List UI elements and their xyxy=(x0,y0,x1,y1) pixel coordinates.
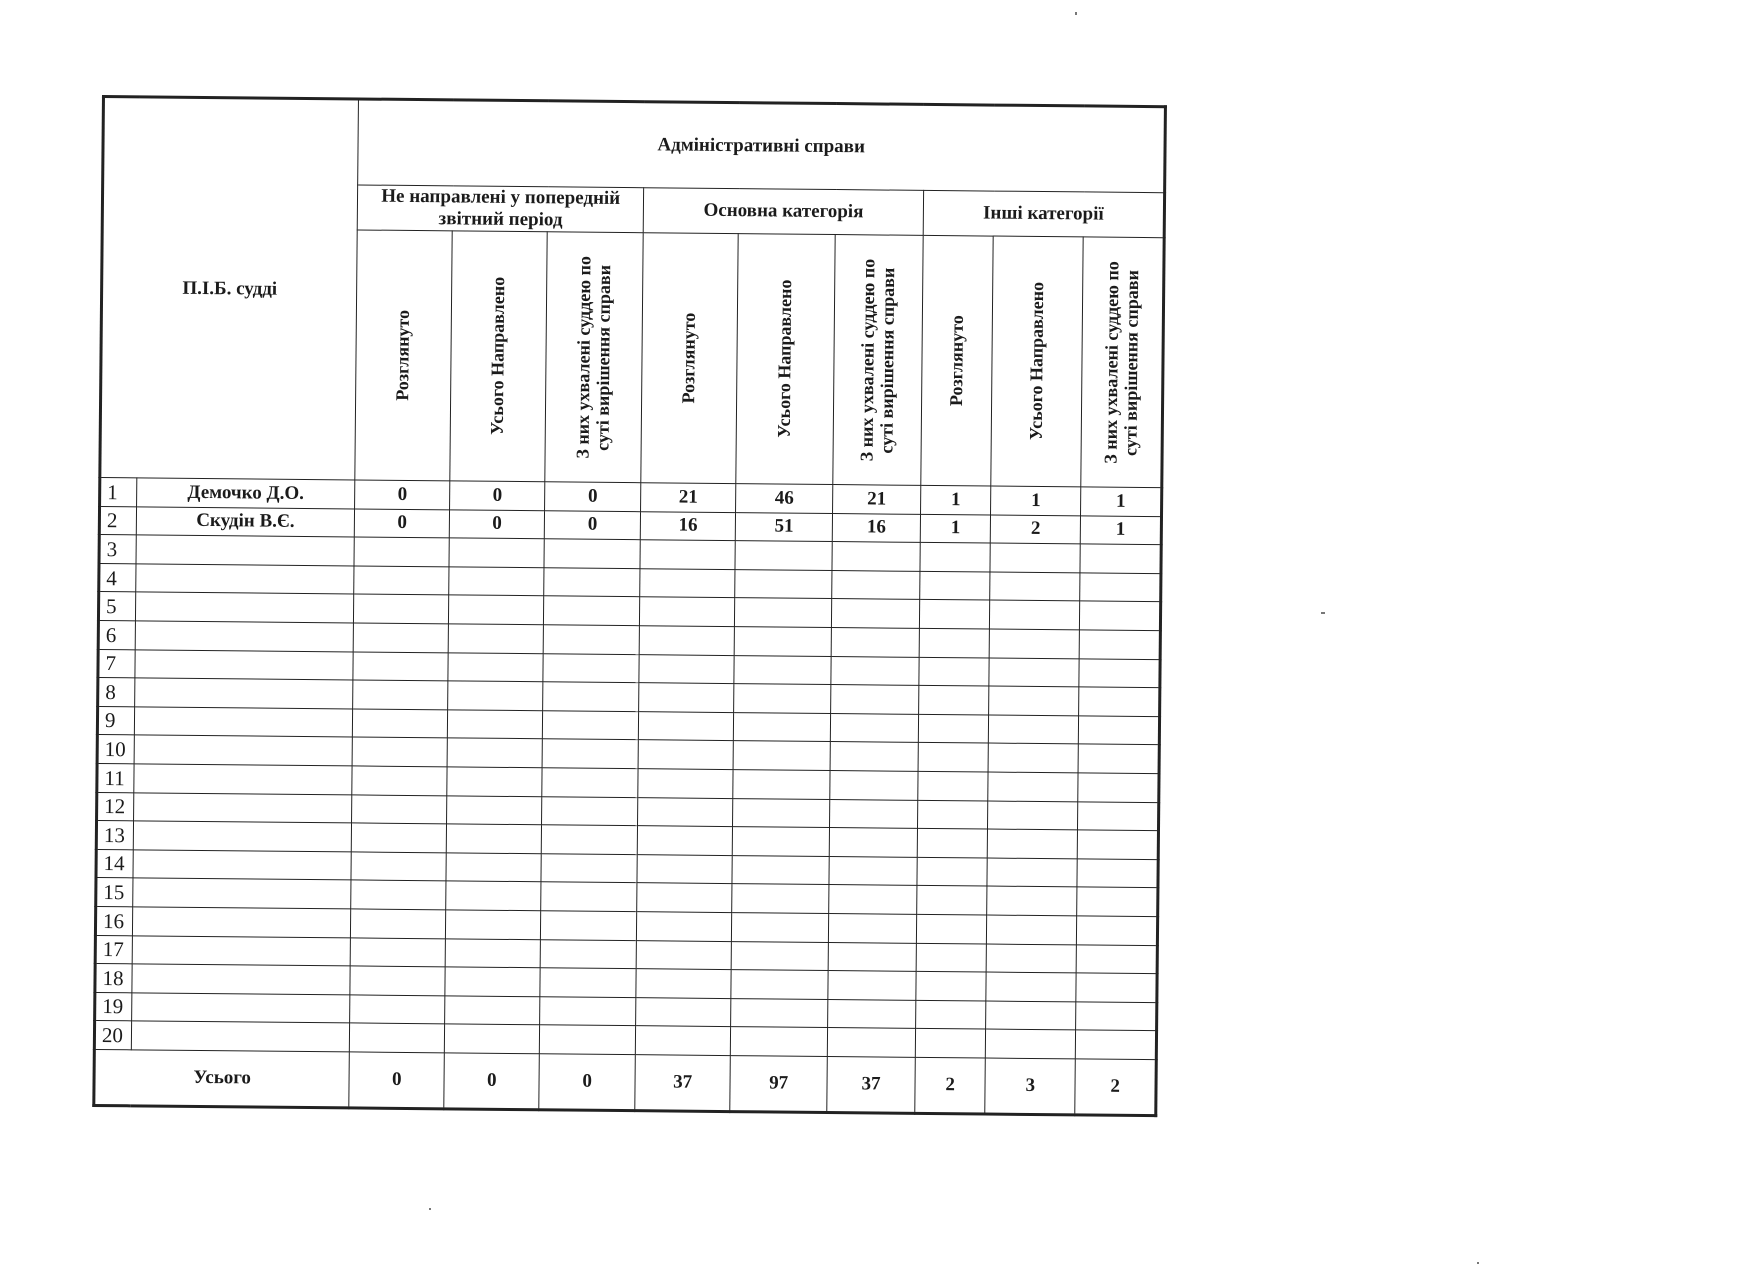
value-cell: 1 xyxy=(1081,487,1162,516)
value-cell xyxy=(987,915,1077,944)
value-cell xyxy=(1080,573,1161,602)
value-cell xyxy=(639,654,734,684)
judge-name xyxy=(132,964,351,995)
value-cell xyxy=(354,566,449,596)
column-header-8 xyxy=(991,236,1083,487)
value-cell xyxy=(541,882,637,912)
value-cell: 51 xyxy=(735,512,832,542)
value-cell: 0 xyxy=(544,510,640,540)
value-cell xyxy=(916,914,987,943)
value-cell xyxy=(447,767,542,797)
value-cell xyxy=(917,800,988,829)
scan-speck xyxy=(1477,1262,1479,1264)
value-cell xyxy=(917,857,988,886)
row-number: 9 xyxy=(97,706,134,735)
value-cell xyxy=(990,629,1080,658)
value-cell xyxy=(447,738,542,768)
value-cell: 0 xyxy=(545,482,641,512)
value-cell xyxy=(832,542,920,571)
value-cell xyxy=(350,937,445,967)
value-cell xyxy=(828,942,916,971)
value-cell xyxy=(990,600,1080,629)
total-label: Усього xyxy=(94,1049,350,1107)
value-cell: 1 xyxy=(991,486,1081,515)
value-cell xyxy=(637,883,732,913)
value-cell xyxy=(446,853,541,883)
value-cell xyxy=(829,885,917,914)
value-cell xyxy=(540,939,636,969)
value-cell: 0 xyxy=(449,509,544,539)
value-cell xyxy=(828,999,916,1028)
value-cell xyxy=(1076,1030,1157,1059)
value-cell xyxy=(829,856,917,885)
value-cell xyxy=(732,827,829,857)
row-number: 6 xyxy=(98,620,135,649)
value-cell xyxy=(636,997,731,1027)
value-cell xyxy=(638,797,733,827)
value-cell: 1 xyxy=(920,485,991,514)
column-header-1 xyxy=(355,230,452,481)
value-cell xyxy=(919,657,990,686)
value-cell xyxy=(352,737,447,767)
value-cell xyxy=(916,1000,987,1029)
value-cell xyxy=(540,968,636,998)
row-number: 16 xyxy=(95,906,132,935)
value-cell xyxy=(733,741,830,771)
value-cell xyxy=(542,796,638,826)
value-cell xyxy=(1077,830,1158,859)
row-number: 13 xyxy=(96,821,133,850)
value-cell xyxy=(987,944,1077,973)
value-cell xyxy=(1076,973,1157,1002)
value-cell xyxy=(543,653,639,683)
value-cell xyxy=(990,572,1080,601)
column-header-label: Розглянуто xyxy=(945,315,967,407)
value-cell xyxy=(354,594,449,624)
value-cell xyxy=(540,1025,636,1055)
column-header-label: Усього Направлено xyxy=(773,279,796,439)
value-cell xyxy=(352,794,447,824)
value-cell xyxy=(989,686,1079,715)
value-cell xyxy=(353,680,448,710)
value-cell xyxy=(990,543,1080,572)
value-cell xyxy=(735,541,832,571)
scan-speck xyxy=(1321,612,1325,614)
row-number: 15 xyxy=(96,878,133,907)
value-cell xyxy=(1079,716,1160,745)
value-cell xyxy=(543,682,639,712)
value-cell xyxy=(447,795,542,825)
value-cell xyxy=(1079,658,1160,687)
value-cell xyxy=(353,623,448,653)
value-cell xyxy=(731,941,828,971)
judge-name xyxy=(132,878,351,909)
value-cell xyxy=(445,938,540,968)
scan-speck xyxy=(1075,12,1077,15)
value-cell xyxy=(987,858,1077,887)
value-cell xyxy=(353,652,448,682)
value-cell xyxy=(637,854,732,884)
column-header-label: З них ухвалені суддею по суті вирішення справи xyxy=(856,258,898,462)
judge-name xyxy=(135,592,354,623)
value-cell xyxy=(350,995,445,1025)
judge-name xyxy=(134,764,353,795)
value-cell xyxy=(1078,744,1159,773)
value-cell xyxy=(639,626,734,656)
value-cell xyxy=(638,740,733,770)
value-cell xyxy=(637,826,732,856)
column-header-label: З них ухвалені суддею по суті вирішення справи xyxy=(572,255,615,459)
column-header-6 xyxy=(833,235,923,486)
judge-name xyxy=(133,792,352,823)
judge-name xyxy=(134,707,353,738)
row-number: 17 xyxy=(95,935,132,964)
value-cell xyxy=(351,880,446,910)
column-header-5 xyxy=(736,234,835,485)
value-cell xyxy=(542,768,638,798)
admin-cases-title: Адміністративні справи xyxy=(358,99,1166,193)
judge-name xyxy=(135,564,354,595)
judge-name: Демочко Д.О. xyxy=(136,478,355,509)
value-cell xyxy=(1077,859,1158,888)
judge-name-header: П.І.Б. судді xyxy=(100,97,359,480)
judge-name xyxy=(133,850,352,881)
value-cell: 0 xyxy=(355,480,450,510)
value-cell xyxy=(635,1026,730,1056)
value-cell xyxy=(354,537,449,567)
row-number: 1 xyxy=(100,477,137,506)
value-cell xyxy=(731,998,828,1028)
scan-speck xyxy=(429,1208,431,1210)
value-cell xyxy=(832,599,920,628)
value-cell xyxy=(1077,887,1158,916)
value-cell xyxy=(541,853,637,883)
value-cell xyxy=(1079,687,1160,716)
value-cell xyxy=(829,913,917,942)
value-cell xyxy=(353,709,448,739)
row-number: 5 xyxy=(98,592,135,621)
value-cell xyxy=(540,996,636,1026)
value-cell xyxy=(827,1028,915,1057)
judge-name xyxy=(133,821,352,852)
column-header-label: Усього Направлено xyxy=(1025,282,1048,441)
value-cell xyxy=(915,1029,986,1058)
value-cell xyxy=(544,596,640,626)
value-cell xyxy=(638,769,733,799)
value-cell xyxy=(640,597,735,627)
value-cell xyxy=(735,598,832,628)
value-cell xyxy=(449,595,544,625)
total-value: 0 xyxy=(444,1053,539,1110)
value-cell: 21 xyxy=(641,483,736,513)
value-cell xyxy=(543,625,639,655)
value-cell xyxy=(448,710,543,740)
group-header-main-category: Основна категорія xyxy=(643,188,923,236)
judge-name xyxy=(135,649,354,680)
value-cell xyxy=(831,685,919,714)
row-number: 18 xyxy=(95,964,132,993)
total-value: 0 xyxy=(349,1052,444,1109)
value-cell xyxy=(445,996,540,1026)
value-cell xyxy=(734,627,831,657)
value-cell xyxy=(919,628,990,657)
value-cell xyxy=(830,742,918,771)
value-cell: 16 xyxy=(640,511,735,541)
value-cell xyxy=(350,966,445,996)
value-cell xyxy=(735,569,832,599)
value-cell xyxy=(351,852,446,882)
value-cell xyxy=(1077,916,1158,945)
value-cell xyxy=(734,655,831,685)
value-cell: 21 xyxy=(833,485,921,514)
value-cell xyxy=(917,886,988,915)
value-cell xyxy=(1080,601,1161,630)
column-header-2 xyxy=(450,231,547,482)
value-cell xyxy=(446,824,541,854)
value-cell xyxy=(831,627,919,656)
value-cell xyxy=(919,600,990,629)
value-cell xyxy=(639,711,734,741)
value-cell: 0 xyxy=(450,481,545,511)
value-cell xyxy=(448,652,543,682)
judge-name xyxy=(132,935,351,966)
row-number: 4 xyxy=(99,563,136,592)
value-cell xyxy=(919,686,990,715)
value-cell xyxy=(637,912,732,942)
total-value: 2 xyxy=(915,1057,986,1114)
value-cell xyxy=(446,910,541,940)
value-cell xyxy=(352,766,447,796)
value-cell xyxy=(987,886,1077,915)
value-cell xyxy=(920,571,991,600)
row-number: 11 xyxy=(97,763,134,792)
value-cell xyxy=(988,829,1078,858)
group-header-other-categories: Інші категорії xyxy=(923,190,1164,237)
value-cell xyxy=(542,739,638,769)
value-cell xyxy=(350,1023,445,1053)
group-header-not-referred: Не направлені у попередній звітний період xyxy=(357,185,643,233)
row-number: 2 xyxy=(99,506,136,535)
value-cell xyxy=(730,1027,827,1057)
column-header-7 xyxy=(921,235,994,486)
value-cell xyxy=(830,713,918,742)
total-value: 2 xyxy=(1075,1059,1156,1116)
value-cell xyxy=(544,539,640,569)
value-cell xyxy=(351,909,446,939)
judge-name xyxy=(135,621,354,652)
value-cell xyxy=(732,912,829,942)
value-cell xyxy=(986,972,1076,1001)
value-cell xyxy=(829,828,917,857)
judge-name xyxy=(131,993,350,1024)
value-cell xyxy=(446,881,541,911)
value-cell xyxy=(916,971,987,1000)
value-cell xyxy=(636,969,731,999)
value-cell xyxy=(541,825,637,855)
value-cell: 2 xyxy=(991,515,1081,544)
value-cell xyxy=(352,823,447,853)
value-cell xyxy=(988,801,1078,830)
value-cell xyxy=(541,911,637,941)
row-number: 14 xyxy=(96,849,133,878)
value-cell xyxy=(916,943,987,972)
value-cell xyxy=(988,772,1078,801)
value-cell xyxy=(734,684,831,714)
judge-name xyxy=(131,1021,350,1052)
judge-name xyxy=(134,735,353,766)
column-header-label: Розглянуто xyxy=(392,309,414,401)
value-cell xyxy=(986,1029,1076,1058)
value-cell xyxy=(449,538,544,568)
value-cell xyxy=(988,743,1078,772)
value-cell xyxy=(1079,630,1160,659)
judge-name xyxy=(132,907,351,938)
column-header-9 xyxy=(1081,237,1164,488)
column-header-label: Розглянуто xyxy=(678,312,700,404)
value-cell xyxy=(989,715,1079,744)
value-cell xyxy=(544,568,640,598)
column-header-label: Усього Направлено xyxy=(487,277,509,436)
value-cell: 1 xyxy=(1080,516,1161,545)
value-cell xyxy=(640,568,735,598)
row-number: 20 xyxy=(94,1021,131,1050)
judge-name xyxy=(134,678,353,709)
row-number: 3 xyxy=(99,535,136,564)
value-cell xyxy=(640,540,735,570)
total-value: 37 xyxy=(827,1056,915,1113)
value-cell xyxy=(732,884,829,914)
value-cell xyxy=(918,743,989,772)
value-cell xyxy=(1080,544,1161,573)
value-cell: 16 xyxy=(832,513,920,542)
row-number: 8 xyxy=(98,678,135,707)
value-cell xyxy=(448,681,543,711)
row-number: 12 xyxy=(97,792,134,821)
value-cell xyxy=(917,828,988,857)
value-cell xyxy=(831,656,919,685)
value-cell xyxy=(918,714,989,743)
value-cell xyxy=(733,798,830,828)
value-cell xyxy=(733,770,830,800)
value-cell xyxy=(989,658,1079,687)
value-cell xyxy=(1076,1002,1157,1031)
value-cell: 1 xyxy=(920,514,991,543)
value-cell xyxy=(448,624,543,654)
value-cell xyxy=(445,1024,540,1054)
value-cell xyxy=(449,567,544,597)
value-cell xyxy=(445,967,540,997)
value-cell xyxy=(1076,944,1157,973)
column-header-3 xyxy=(545,232,643,483)
judge-name: Скудін В.Є. xyxy=(136,506,355,537)
row-number: 7 xyxy=(98,649,135,678)
row-number: 19 xyxy=(95,992,132,1021)
value-cell xyxy=(639,683,734,713)
total-value: 3 xyxy=(985,1058,1075,1115)
value-cell xyxy=(830,799,918,828)
scanned-report-sheet xyxy=(92,95,1167,1135)
value-cell xyxy=(986,1001,1076,1030)
column-header-4 xyxy=(641,233,738,484)
value-cell xyxy=(832,570,920,599)
value-cell xyxy=(732,855,829,885)
row-number: 10 xyxy=(97,735,134,764)
value-cell xyxy=(918,771,989,800)
value-cell: 0 xyxy=(355,509,450,539)
value-cell: 46 xyxy=(736,484,833,514)
value-cell xyxy=(1078,801,1159,830)
value-cell xyxy=(733,712,830,742)
value-cell xyxy=(636,940,731,970)
value-cell xyxy=(830,770,918,799)
value-cell xyxy=(543,711,639,741)
total-value: 97 xyxy=(730,1055,828,1112)
value-cell xyxy=(731,970,828,1000)
value-cell xyxy=(1078,773,1159,802)
value-cell xyxy=(920,543,991,572)
judge-name xyxy=(136,535,355,566)
admin-cases-table xyxy=(92,95,1167,1117)
total-value: 37 xyxy=(635,1055,730,1112)
total-value: 0 xyxy=(539,1054,636,1111)
column-header-label: З них ухвалені суддею по суті вирішення справи xyxy=(1100,260,1142,464)
value-cell xyxy=(828,971,916,1000)
